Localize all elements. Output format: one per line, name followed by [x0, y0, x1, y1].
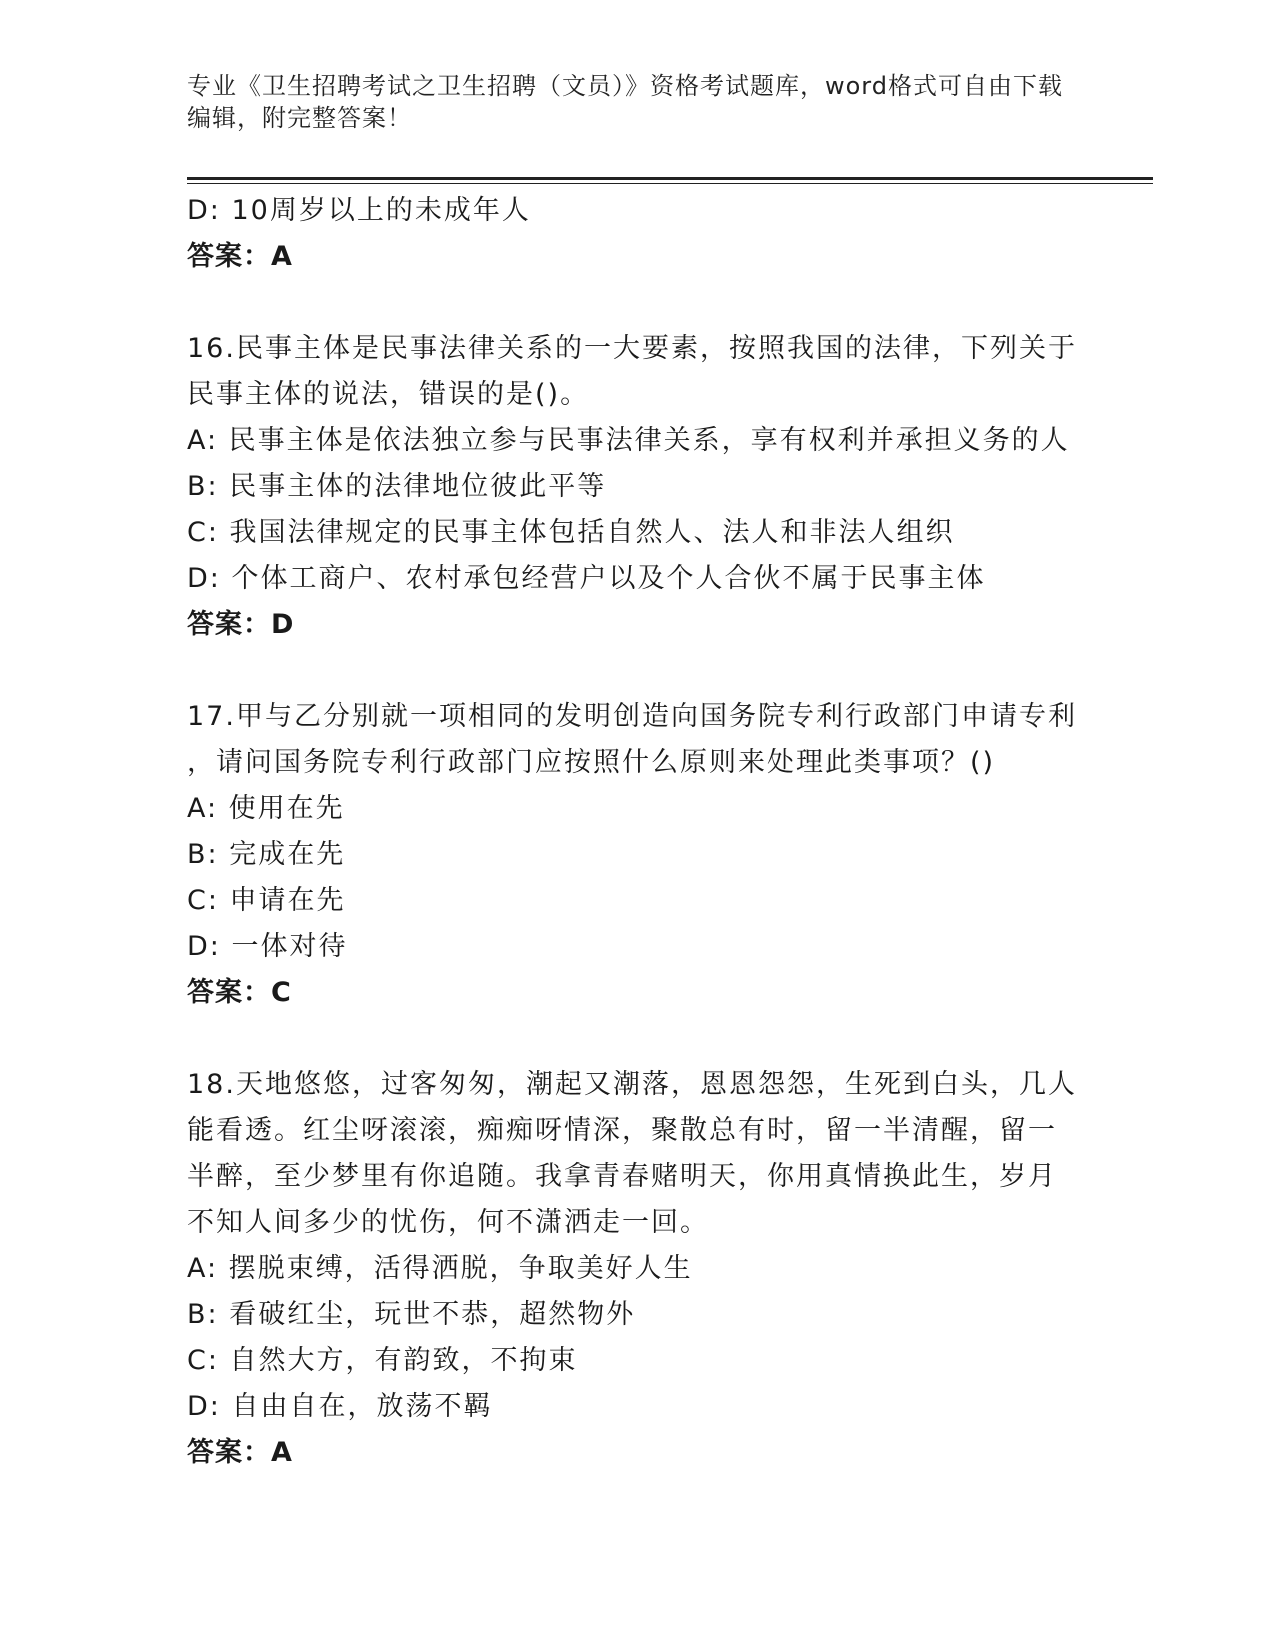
question-18-stem-line-3: 半醉，至少梦里有你追随。我拿青春赌明天，你用真情换此生，岁月	[187, 1161, 1057, 1192]
question-18-stem-line-1: 18.天地悠悠，过客匆匆，潮起又潮落，恩恩怨怨，生死到白头，几人	[187, 1069, 1077, 1100]
question-17	[187, 694, 1087, 1016]
header-line-1: 专业《卫生招聘考试之卫生招聘（文员）》资格考试题库，word格式可自由下载	[187, 72, 1063, 100]
header-rule-thin	[187, 183, 1153, 184]
question-list	[187, 188, 1087, 1476]
question-16-option-d: D: 个体工商户、农村承包经营户以及个人合伙不属于民事主体	[187, 563, 986, 594]
question-18-stem-line-4: 不知人间多少的忧伤，何不潇洒走一回。	[187, 1207, 709, 1238]
question-18-option-c: C: 自然大方，有韵致，不拘束	[187, 1345, 578, 1376]
question-18-answer: 答案：A	[187, 1437, 293, 1468]
spacer	[187, 648, 1087, 694]
question-17-answer: 答案：C	[187, 977, 292, 1008]
question-16-option-b: B: 民事主体的法律地位彼此平等	[187, 471, 607, 502]
question-17-option-a: A: 使用在先	[187, 793, 345, 824]
question-18-option-a: A: 摆脱束缚，活得洒脱，争取美好人生	[187, 1253, 693, 1284]
question-16-option-a: A: 民事主体是依法独立参与民事法律关系，享有权利并承担义务的人	[187, 425, 1070, 456]
prev-answer: 答案：A	[187, 241, 293, 272]
question-16-stem-line-1: 16.民事主体是民事法律关系的一大要素，按照我国的法律，下列关于	[187, 333, 1077, 364]
question-18-option-d: D: 自由自在，放荡不羁	[187, 1391, 493, 1422]
question-18	[187, 1062, 1087, 1476]
spacer	[187, 280, 1087, 326]
question-18-stem-line-2: 能看透。红尘呀滚滚，痴痴呀情深，聚散总有时，留一半清醒，留一	[187, 1115, 1057, 1146]
header-rule-thick	[187, 177, 1153, 180]
document-header	[187, 70, 1077, 134]
question-18-option-b: B: 看破红尘，玩世不恭，超然物外	[187, 1299, 636, 1330]
question-17-stem-line-1: 17.甲与乙分别就一项相同的发明创造向国务院专利行政部门申请专利	[187, 701, 1077, 732]
question-17-stem-line-2: ，请问国务院专利行政部门应按照什么原则来处理此类事项？()	[187, 747, 996, 778]
question-16-stem-line-2: 民事主体的说法，错误的是()。	[187, 379, 590, 410]
question-16	[187, 326, 1087, 648]
header-line-2: 编辑，附完整答案！	[187, 104, 412, 132]
question-16-answer: 答案：D	[187, 609, 295, 640]
question-17-option-d: D: 一体对待	[187, 931, 348, 962]
spacer	[187, 1016, 1087, 1062]
question-16-option-c: C: 我国法律规定的民事主体包括自然人、法人和非法人组织	[187, 517, 955, 548]
prev-option-d: D: 10周岁以上的未成年人	[187, 195, 531, 226]
question-17-option-b: B: 完成在先	[187, 839, 346, 870]
question-17-option-c: C: 申请在先	[187, 885, 346, 916]
